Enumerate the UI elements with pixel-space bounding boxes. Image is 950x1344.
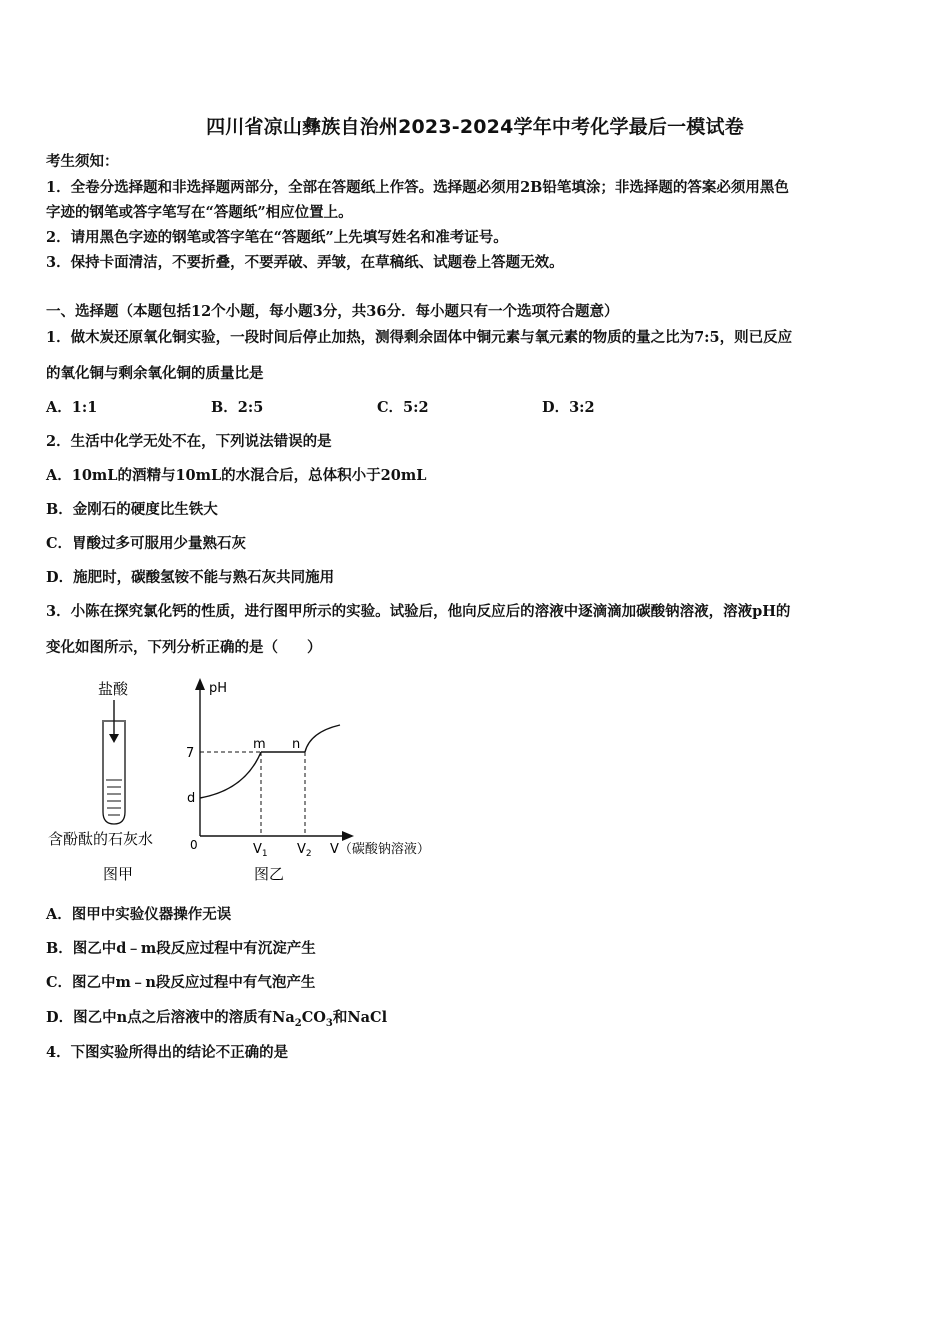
q3-stem-a: 3．小陈在探究氯化钙的性质，进行图甲所示的实验。试验后，他向反应后的溶液中逐滴滴加碳酸钠溶液，溶液pH的 [46,603,791,620]
origin-label: 0 [190,838,198,852]
point-m-label: m [253,737,266,752]
q1-stem-a: 1．做木炭还原氧化铜实验，一段时间后停止加热，测得剩余固体中铜元素与氧元素的物质的量之比为7:5，则已反应 [46,329,793,346]
point-d-label: d [187,791,196,806]
y-axis-arrow-icon [195,678,205,690]
notice-item-2: 2．请用黑色字迹的钢笔或答字笔在“答题纸”上先填写姓名和准考证号。 [46,229,508,246]
x-axis-arrow-icon [342,831,354,841]
q2-stem: 2．生活中化学无处不在，下列说法错误的是 [46,433,332,450]
q2-option-c: C．胃酸过多可服用少量熟石灰 [46,535,247,552]
jia-bottom-label: 含酚酞的石灰水 [48,830,154,848]
figure-yi [186,678,430,883]
notice-item-1a: 1．全卷分选择题和非选择题两部分，全部在答题纸上作答。选择题必须用2B铅笔填涂；非选择题的答案必须用黑色 [46,179,789,196]
tick-7: 7 [186,746,195,761]
notice-heading: 考生须知： [46,153,119,170]
figure-jia [48,680,153,883]
q3-option-d: D．图乙中n点之后溶液中的溶质有$Na_2CO_3$和NaCl [46,1009,388,1029]
q4-stem: 4．下图实验所得出的结论不正确的是 [46,1044,289,1061]
v2-label: $V_2$ [297,842,312,859]
q1-option-d: D．3:2 [542,399,595,416]
jia-top-label: 盐酸 [98,680,129,698]
q3-figures [40,672,470,892]
exam-title: 四川省凉山彝族自治州2023-2024学年中考化学最后一模试卷 [206,116,744,138]
notice-item-3: 3．保持卡面清洁，不要折叠，不要弄破、弄皱，在草稿纸、试题卷上答题无效。 [46,254,564,271]
dropper-arrow-icon [109,734,119,743]
q2-option-d: D．施肥时，碳酸氢铵不能与熟石灰共同施用 [46,569,335,586]
jia-caption: 图甲 [103,865,134,883]
point-n-label: n [292,737,301,752]
curve-d-m [200,752,261,798]
curve-after-n [305,725,340,752]
q3-option-a: A．图甲中实验仪器操作无误 [46,906,232,923]
q1-stem-b: 的氧化铜与剩余氧化铜的质量比是 [46,365,264,382]
q2-option-a: A．10mL的酒精与10mL的水混合后，总体积小于20mL [46,467,427,484]
section-heading: 一、选择题（本题包括12个小题，每小题3分，共36分．每小题只有一个选项符合题意） [46,303,619,320]
q3-stem-b: 变化如图所示，下列分析正确的是（ ） [46,639,322,656]
q3-option-c: C．图乙中m﹣n段反应过程中有气泡产生 [46,974,316,991]
notice-item-1b: 字迹的钢笔或答字笔写在“答题纸”相应位置上。 [46,204,353,221]
q2-option-b: B．金刚石的硬度比生铁大 [46,501,218,518]
q1-option-a: A．1:1 [46,399,98,416]
yi-caption: 图乙 [254,865,285,883]
q1-option-c: C．5:2 [377,399,429,416]
q3-option-b: B．图乙中d﹣m段反应过程中有沉淀产生 [46,940,316,957]
q1-option-b: B．2:5 [211,399,264,416]
v1-label: $V_1$ [253,842,268,859]
x-axis-label: V（碳酸钠溶液） [330,842,430,857]
y-axis-label: pH [209,681,228,696]
